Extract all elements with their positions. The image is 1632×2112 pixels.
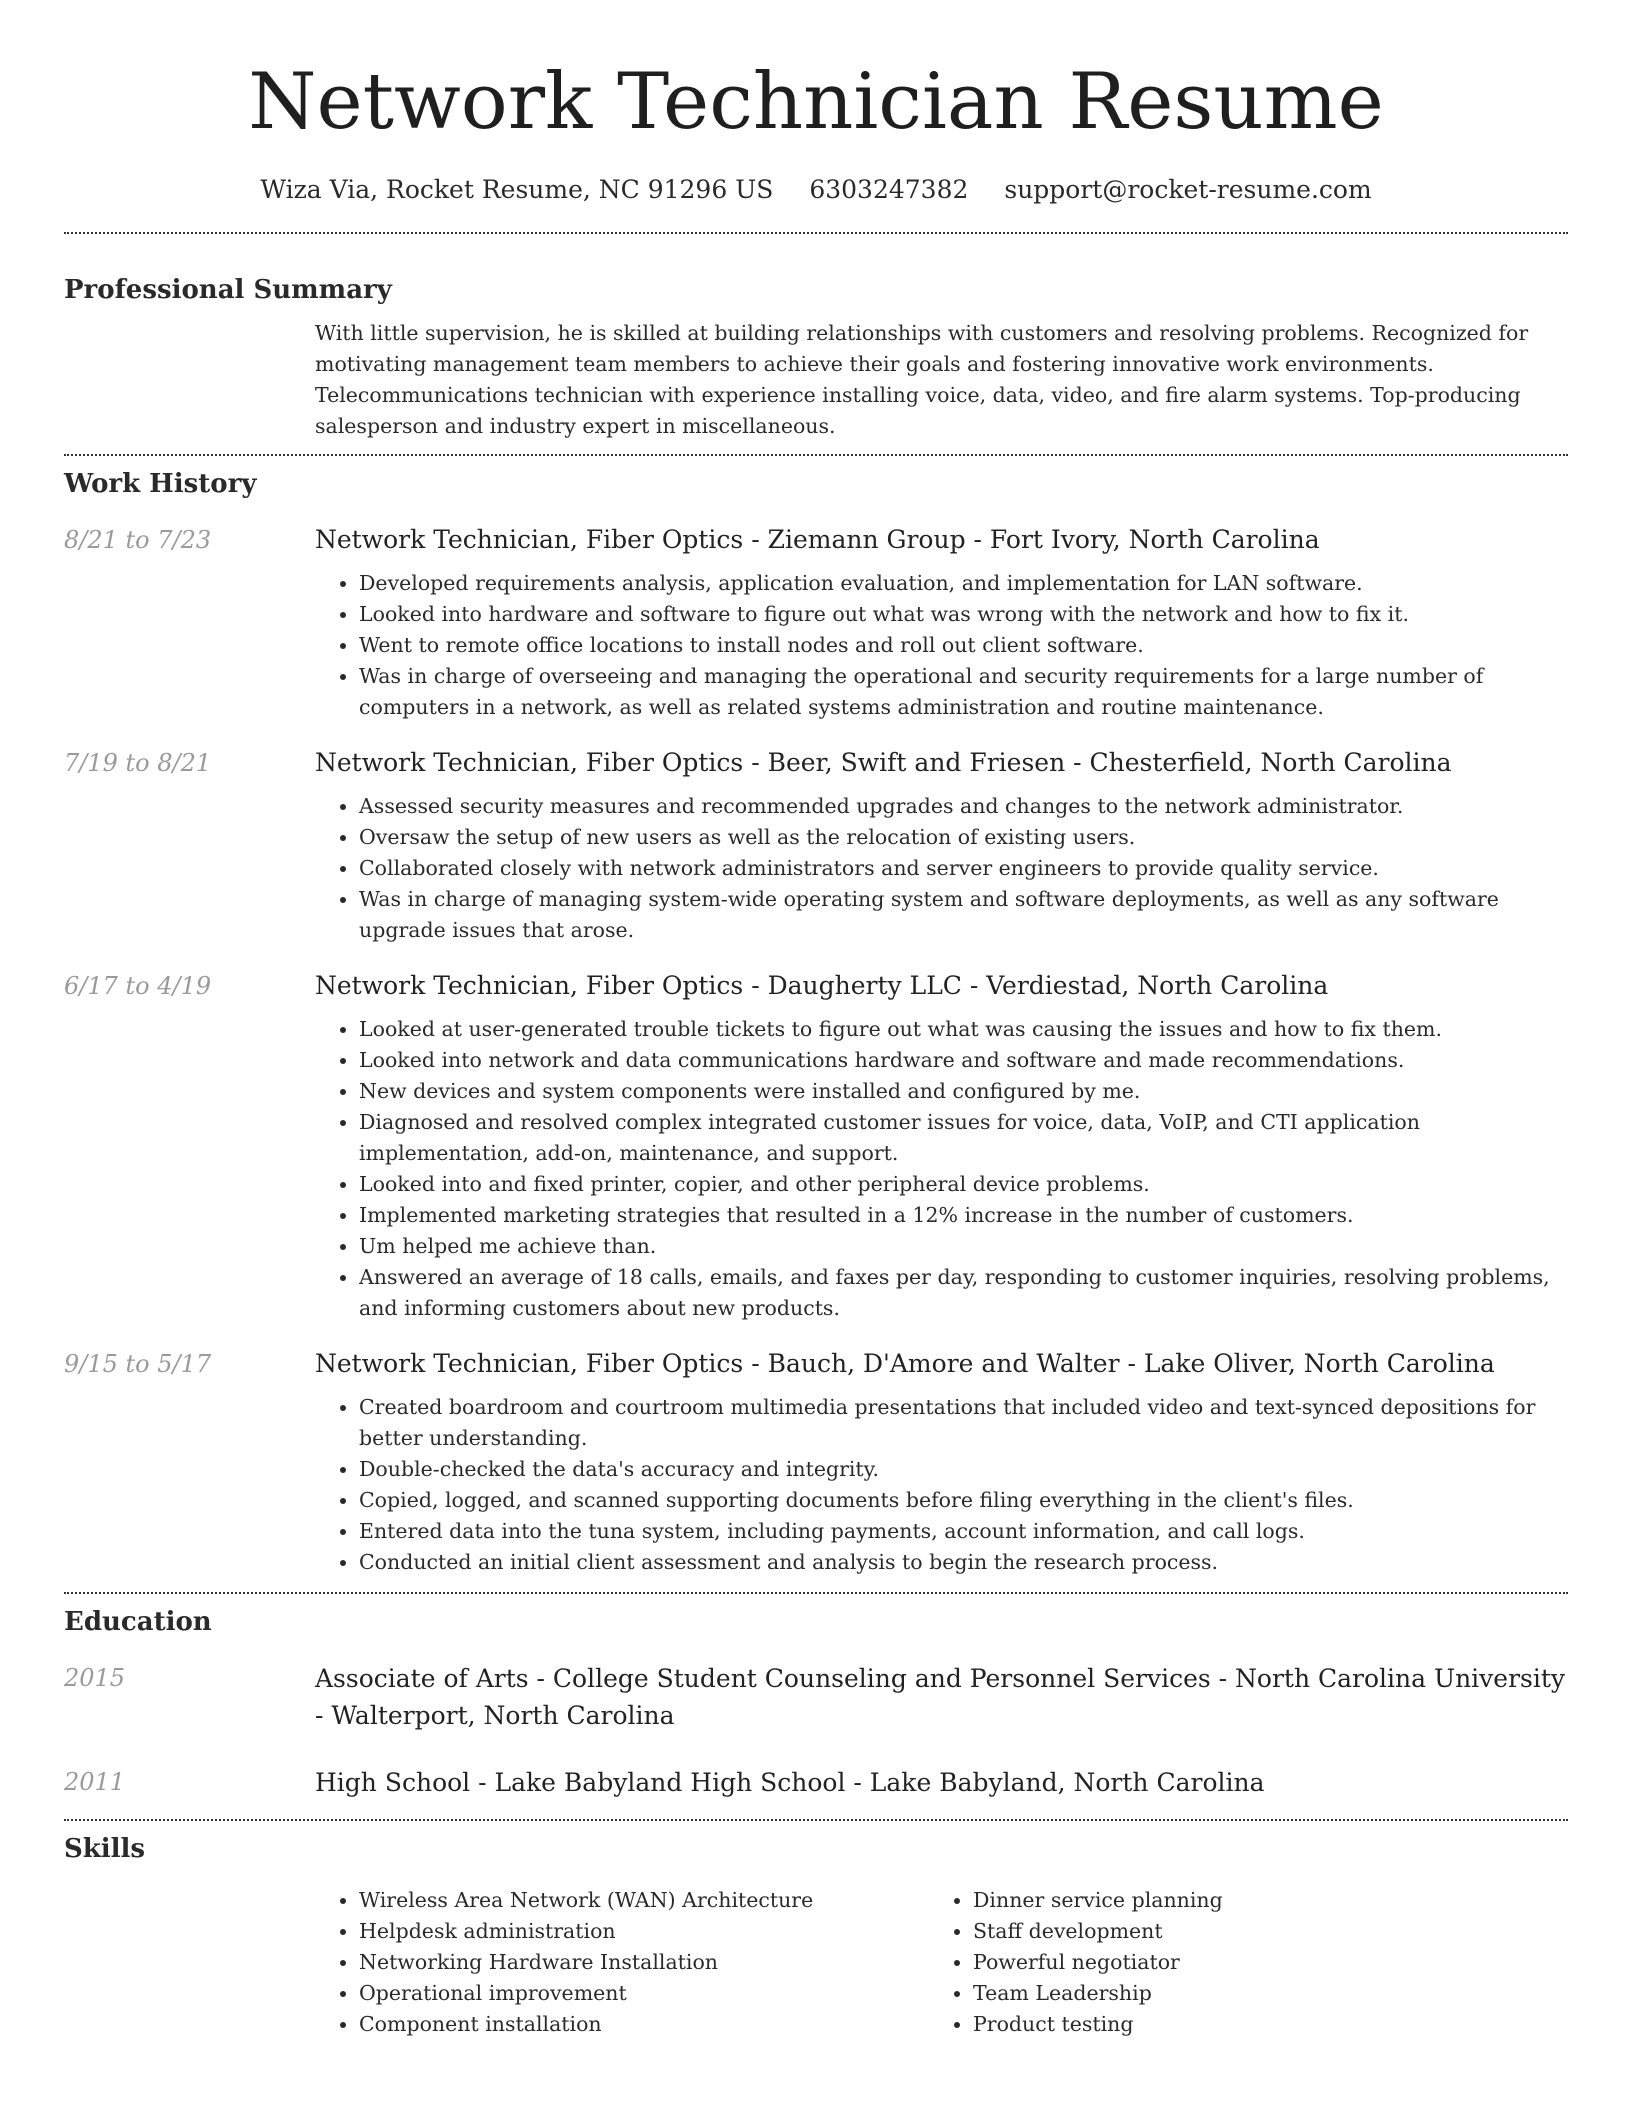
job-bullets [315, 1392, 1568, 1578]
section-heading: Professional Summary [64, 275, 392, 305]
divider [64, 1592, 1568, 1594]
job-entry [64, 522, 1568, 723]
list-item: • Powerful negotiator [973, 1947, 1543, 1978]
job-heading [315, 968, 1568, 1004]
skills-section [64, 1831, 1568, 2040]
job-bullets [315, 1014, 1568, 1324]
list-item: • Conducted an initial client assessment and analysis to begin the research process. [359, 1547, 1568, 1578]
skills-list-right [929, 1885, 1543, 2040]
job-employer: - Ziemann Group - Fort Ivory, North Carolina [743, 525, 1320, 554]
section-heading: Work History [64, 469, 257, 499]
list-item: • Was in charge of managing system-wide operating system and software deployments, as well as any software upgrade issues that arose. [359, 884, 1568, 946]
education-entry [64, 1660, 1568, 1734]
list-item: • Assessed security measures and recommended upgrades and changes to the network administrator. [359, 791, 1568, 822]
education-heading [315, 1764, 1568, 1801]
job-heading [315, 1346, 1568, 1382]
list-item: • Implemented marketing strategies that resulted in a 12% increase in the number of customers. [359, 1200, 1568, 1231]
job-employer: - Bauch, D'Amore and Walter - Lake Oliver, North Carolina [743, 1349, 1495, 1378]
list-item: • Was in charge of overseeing and managing the operational and security requirements for a large number of computers in a network, as well as related systems administration and routine maintenance. [359, 661, 1568, 723]
job-title: Network Technician, Fiber Optics [315, 748, 744, 777]
contact-address: Wiza Via, Rocket Resume, NC 91296 US [260, 175, 774, 204]
list-item: • Answered an average of 18 calls, emails, and faxes per day, responding to customer inquiries, resolving problems, and informing customers about new products. [359, 1262, 1568, 1324]
list-item: • Product testing [973, 2009, 1543, 2040]
list-item: • Diagnosed and resolved complex integrated customer issues for voice, data, VoIP, and CTI application implementation, add-on, maintenance, and support. [359, 1107, 1568, 1169]
resume-title: Network Technician Resume [248, 57, 1384, 147]
degree-title: Associate of Arts - College Student Counseling and Personnel Services [315, 1664, 1211, 1693]
list-item: • Looked into hardware and software to figure out what was wrong with the network and how to fix it. [359, 599, 1568, 630]
job-heading [315, 522, 1568, 558]
section-heading: Skills [64, 1834, 146, 1864]
list-item: • Team Leadership [973, 1978, 1543, 2009]
list-item: • Component installation [359, 2009, 929, 2040]
list-item: • Wireless Area Network (WAN) Architecture [359, 1885, 929, 1916]
list-item: • Oversaw the setup of new users as well as the relocation of existing users. [359, 822, 1568, 853]
list-item: • Staff development [973, 1916, 1543, 1947]
school-info: - North Carolina University - Walterport, North Carolina [315, 1664, 1566, 1730]
list-item: • Um helped me achieve than. [359, 1231, 1568, 1262]
contact-line [64, 172, 1568, 208]
divider [64, 454, 1568, 456]
degree-title: High School [315, 1768, 471, 1797]
list-item: • New devices and system components were installed and configured by me. [359, 1076, 1568, 1107]
school-info: - Lake Babyland High School - Lake Babyland, North Carolina [470, 1768, 1265, 1797]
section-heading: Education [64, 1607, 212, 1637]
list-item: • Collaborated closely with network administrators and server engineers to provide quality service. [359, 853, 1568, 884]
summary-text: With little supervision, he is skilled at building relationships with customers and resolving problems. Recognized for motivating management team members to achieve their goals and fostering innovative work environments. Telecommunications technician with experience installing voice, data, video, and fire alarm systems. Top-producing salesperson and industry expert in miscellaneous. [315, 321, 1529, 438]
contact-email: support@rocket-resume.com [1004, 175, 1372, 204]
list-item: • Looked into and fixed printer, copier, and other peripheral device problems. [359, 1169, 1568, 1200]
job-entry [64, 745, 1568, 946]
list-item: • Networking Hardware Installation [359, 1947, 929, 1978]
resume-page [64, 0, 1568, 2040]
list-item: • Helpdesk administration [359, 1916, 929, 1947]
education-section [64, 1604, 1568, 1801]
list-item: • Created boardroom and courtroom multimedia presentations that included video and text-synced depositions for better understanding. [359, 1392, 1568, 1454]
education-heading [315, 1660, 1568, 1734]
list-item: • Operational improvement [359, 1978, 929, 2009]
job-dates: 9/15 to 5/17 [64, 1350, 212, 1378]
divider [64, 1819, 1568, 1821]
job-title: Network Technician, Fiber Optics [315, 525, 744, 554]
job-bullets [315, 568, 1568, 723]
contact-phone: 6303247382 [809, 175, 969, 204]
list-item: • Looked into network and data communications hardware and software and made recommendations. [359, 1045, 1568, 1076]
list-item: • Went to remote office locations to install nodes and roll out client software. [359, 630, 1568, 661]
job-heading [315, 745, 1568, 781]
education-year: 2011 [64, 1768, 126, 1796]
education-year: 2015 [64, 1664, 126, 1692]
job-dates: 8/21 to 7/23 [64, 526, 212, 554]
job-employer: - Beer, Swift and Friesen - Chesterfield, North Carolina [743, 748, 1452, 777]
job-employer: - Daugherty LLC - Verdiestad, North Carolina [743, 971, 1329, 1000]
job-entry [64, 968, 1568, 1324]
divider [64, 232, 1568, 234]
work-history-section [64, 466, 1568, 1578]
job-bullets [315, 791, 1568, 946]
job-dates: 7/19 to 8/21 [64, 749, 212, 777]
list-item: • Entered data into the tuna system, including payments, account information, and call logs. [359, 1516, 1568, 1547]
skills-list-left [315, 1885, 929, 2040]
list-item: • Dinner service planning [973, 1885, 1543, 1916]
list-item: • Looked at user-generated trouble tickets to figure out what was causing the issues and how to fix them. [359, 1014, 1568, 1045]
list-item: • Developed requirements analysis, application evaluation, and implementation for LAN software. [359, 568, 1568, 599]
summary-section [64, 272, 1568, 442]
list-item: • Copied, logged, and scanned supporting documents before filing everything in the client's files. [359, 1485, 1568, 1516]
education-entry [64, 1764, 1568, 1801]
job-title: Network Technician, Fiber Optics [315, 971, 744, 1000]
job-dates: 6/17 to 4/19 [64, 972, 212, 1000]
job-title: Network Technician, Fiber Optics [315, 1349, 744, 1378]
job-entry [64, 1346, 1568, 1578]
list-item: • Double-checked the data's accuracy and integrity. [359, 1454, 1568, 1485]
